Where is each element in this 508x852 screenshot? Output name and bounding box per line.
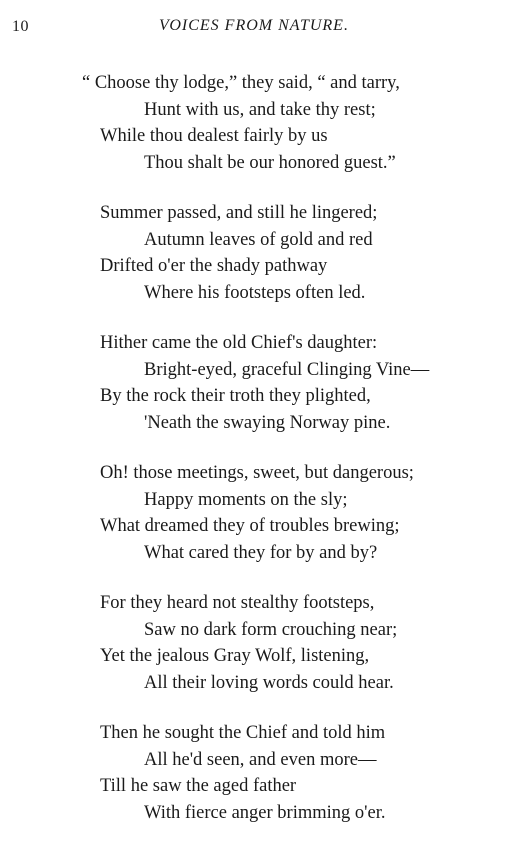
stanza-6 xyxy=(0,720,508,826)
poem-line: Summer passed, and still he lingered; xyxy=(100,203,378,223)
poem-line: 'Neath the swaying Norway pine. xyxy=(144,412,391,433)
page-header xyxy=(0,14,508,38)
poem-line: Drifted o'er the shady pathway xyxy=(100,256,328,276)
poem-line: Hither came the old Chief's daughter: xyxy=(100,333,378,353)
poem-line: Autumn leaves of gold and red xyxy=(144,229,373,250)
stanza-3 xyxy=(0,330,508,436)
poem-line: All he'd seen, and even more— xyxy=(144,749,377,770)
poem-line: All their loving words could hear. xyxy=(144,672,394,693)
poem-line: Then he sought the Chief and told him xyxy=(100,723,386,743)
poem-line: Saw no dark form crouching near; xyxy=(144,619,398,640)
stanza-5 xyxy=(0,590,508,696)
stanza-1 xyxy=(0,70,508,176)
poem-body xyxy=(0,70,508,850)
poem-line: While thou dealest fairly by us xyxy=(100,126,328,146)
poem-line: What dreamed they of troubles brewing; xyxy=(100,516,400,536)
stanza-2 xyxy=(0,200,508,306)
running-title: VOICES FROM NATURE. xyxy=(159,17,349,34)
poem-line: What cared they for by and by? xyxy=(144,542,378,563)
poem-line: Oh! those meetings, sweet, but dangerous; xyxy=(100,463,414,483)
page-number: 10 xyxy=(12,18,29,35)
poem-line: For they heard not stealthy footsteps, xyxy=(100,593,375,613)
poem-line: Yet the jealous Gray Wolf, listening, xyxy=(100,646,370,666)
poem-line: With fierce anger brimming o'er. xyxy=(144,802,386,823)
stanza-4 xyxy=(0,460,508,566)
poem-line: Bright-eyed, graceful Clinging Vine— xyxy=(144,359,430,380)
poem-line: Hunt with us, and take thy rest; xyxy=(144,99,376,120)
poem-line: Happy moments on the sly; xyxy=(144,489,348,510)
poem-line: “ Choose thy lodge,” they said, “ and tarry, xyxy=(82,73,400,93)
poem-line: By the rock their troth they plighted, xyxy=(100,386,371,406)
poem-line: Till he saw the aged father xyxy=(100,776,297,796)
poem-line: Thou shalt be our honored guest.” xyxy=(144,152,396,173)
poem-line: Where his footsteps often led. xyxy=(144,282,366,303)
